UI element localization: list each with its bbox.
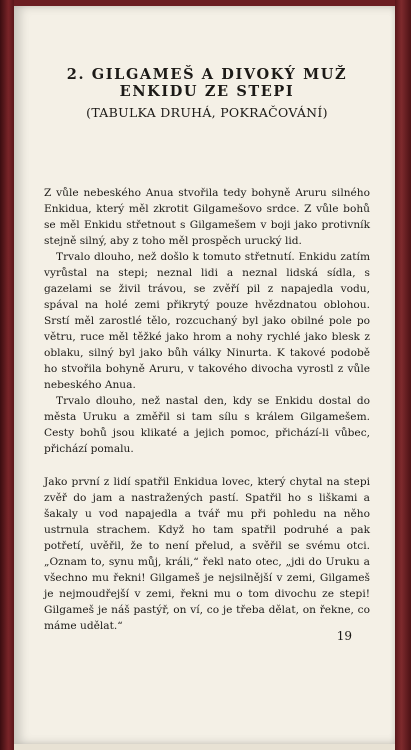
page-number: 19 [336, 629, 352, 643]
chapter-title-line1: 2. GILGAMEŠ A DIVOKÝ MUŽ [66, 66, 348, 83]
paragraph: Trvalo dlouho, než došlo k tomuto střetnutí. Enkidu zatím vyrůstal na stepi; neznal lidi a neznal lidská sídla, s gazelami se živil trávou, se zvěří pil z napajedla vodu, spával na holé zemi přikrytý pouze hvězdnatou oblohou. Srstí měl zarostlé tělo, rozcuchaný byl jako obilné pole po větru, ruce měl těžké jako hrom a nohy rychlé jako blesk z oblaku, silný byl jako bůh války Ninurta. K takové podobě ho stvořila bohyně Aruru, v takového divocha vyrostl z vůle nebeského Anua. [44, 251, 370, 391]
text-section-2 [44, 474, 370, 634]
book-spine [0, 0, 14, 750]
paragraph: Jako první z lidí spatřil Enkidua lovec, který chytal na stepi zvěř do jam a nastražených pastí. Spatřil ho s liškami a šakaly u vod napajedla a tvář mu při pohledu na něho ustrnula strachem. Když ho tam spatřil podruhé a pak potřetí, uvěřil, že to není přelud, a svěřil se svému otci. „Oznam to, synu můj, králi,“ řekl nato otec, „jdi do Uruku a všechno mu řekni! Gilgameš je nejsilnější v zemi, Gilgameš je nejmoudřejší v zemi, řekni mu o tom divochu ze stepi! Gilgameš je náš pastýř, on ví, co je třeba dělat, on řekne, co máme udělat.“ [44, 476, 370, 632]
page-edge [14, 744, 395, 750]
book-page [14, 6, 395, 744]
paragraph: Trvalo dlouho, než nastal den, kdy se Enkidu dostal do města Uruku a změřil si tam sílu s králem Gilgamešem. Cesty bohů jsou klikaté a jejich pomoc, přichází-li vůbec, přichází pomalu. [44, 395, 370, 455]
book-cover-edge [395, 0, 411, 750]
chapter-title [44, 66, 370, 100]
chapter-subtitle: (TABULKA DRUHÁ, POKRAČOVÁNÍ) [86, 105, 328, 120]
paragraph: Z vůle nebeského Anua stvořila tedy bohyně Aruru silného Enkidua, který měl zkrotit Gilgamešovo srdce. Z vůle bohů se měl Enkidu střetnout s Gilgamešem v boji jako protivník stejně silný, aby z toho měl prospěch urucký lid. [44, 187, 370, 247]
text-section-1 [44, 185, 370, 457]
chapter-title-line2: ENKIDU ZE STEPI [119, 83, 295, 100]
